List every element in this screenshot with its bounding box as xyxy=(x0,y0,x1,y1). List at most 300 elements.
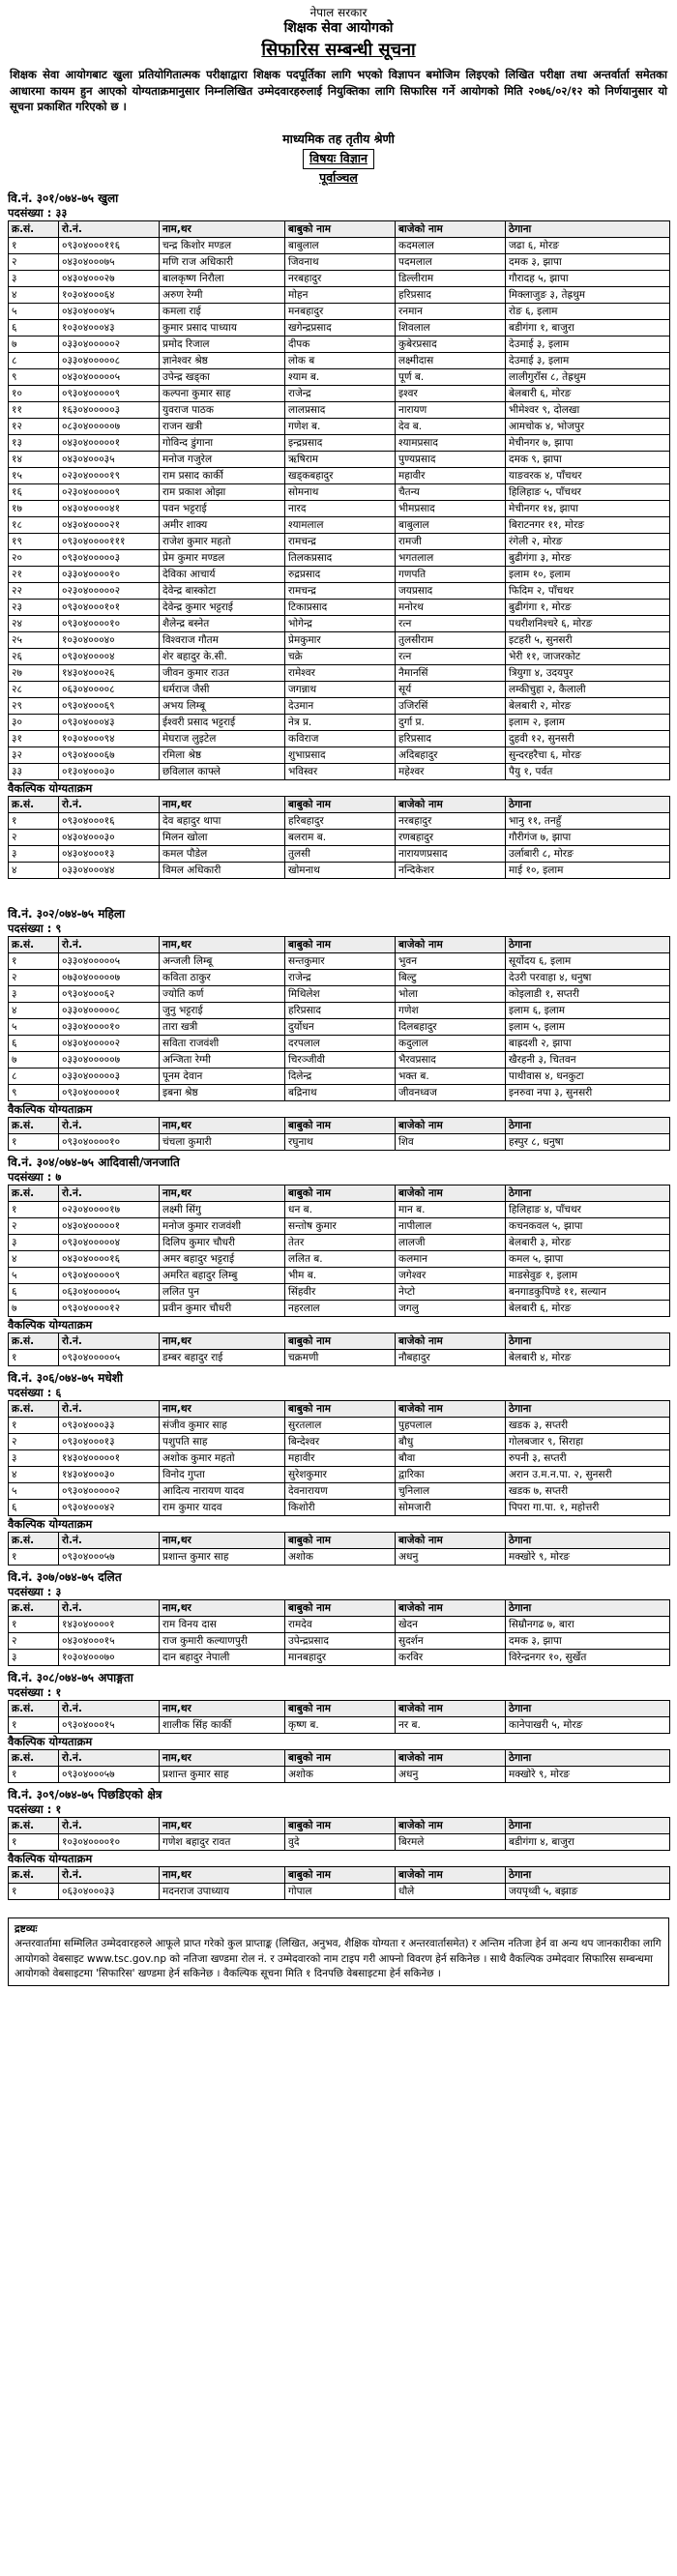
table-cell: २८ xyxy=(9,682,59,698)
table-cell: भीम ब. xyxy=(285,1268,396,1284)
table-row xyxy=(9,304,670,320)
column-header: नाम,थर xyxy=(160,797,285,813)
table-row xyxy=(9,501,670,517)
table-cell: १ xyxy=(9,1549,59,1566)
table-cell: १०३०४००००१० xyxy=(59,1834,160,1851)
table-row xyxy=(9,1350,670,1366)
table-cell: २ xyxy=(9,1633,59,1650)
govt-name: नेपाल सरकार xyxy=(309,6,368,19)
table-cell: अदिबहादुर xyxy=(396,747,506,764)
table-cell: डम्बर बहादुर राई xyxy=(160,1350,285,1366)
table-cell: गणेश ब. xyxy=(285,419,396,435)
table-cell: ०९३०४०००००४ xyxy=(59,1235,160,1251)
table-row xyxy=(9,1418,670,1434)
post-count: पदसंख्या : १ xyxy=(8,1802,62,1817)
table-cell: राजेन्द्र xyxy=(285,386,396,402)
table-cell: ३ xyxy=(9,1235,59,1251)
table-row xyxy=(9,254,670,271)
table-row xyxy=(9,1301,670,1317)
table-cell: ०९३०४०००४३ xyxy=(59,715,160,731)
table-cell: बेलबारी ३, मोरङ xyxy=(506,1235,670,1251)
table-cell: नारायण xyxy=(396,402,506,419)
table-header-row xyxy=(9,1867,670,1884)
table-cell: जगलु xyxy=(396,1301,506,1317)
table-cell: शिवलाल xyxy=(396,320,506,337)
table-cell: ३२ xyxy=(9,747,59,764)
table-cell: ६ xyxy=(9,1500,59,1516)
table-cell: ०६३०४००००८ xyxy=(59,682,160,698)
table-cell: सोमजारी xyxy=(396,1500,506,1516)
table-cell: महावीर xyxy=(285,1450,396,1467)
table-row xyxy=(9,402,670,419)
table-cell: नन्दिकेशर xyxy=(396,863,506,879)
table-cell: ६ xyxy=(9,1284,59,1301)
merit-table xyxy=(8,1817,670,1851)
table-cell: हरिप्रसाद xyxy=(285,1003,396,1019)
table-cell: हरिबहादुर xyxy=(285,813,396,830)
table-row xyxy=(9,1717,670,1734)
table-cell: ०२३०४००००१७ xyxy=(59,1202,160,1218)
table-cell: चैतन्य xyxy=(396,484,506,501)
column-header: क्र.सं. xyxy=(9,221,59,238)
table-cell: अमीर शाक्य xyxy=(160,517,285,534)
table-cell: गणेश बहादुर रावत xyxy=(160,1834,285,1851)
table-cell: भक्त ब. xyxy=(396,1068,506,1085)
table-cell: बाबुलाल xyxy=(285,238,396,254)
table-header-row xyxy=(9,1600,670,1617)
table-cell: राम विनय दास xyxy=(160,1617,285,1633)
table-cell: १० xyxy=(9,386,59,402)
column-header: बाजेको नाम xyxy=(396,1533,506,1549)
table-cell: ७ xyxy=(9,1301,59,1317)
column-header: बाबुको नाम xyxy=(285,1401,396,1418)
table-cell: तुलसी xyxy=(285,846,396,863)
table-cell: मिलन खोला xyxy=(160,830,285,846)
column-header: नाम,थर xyxy=(160,1401,285,1418)
table-row xyxy=(9,419,670,435)
table-cell: बलराम ब. xyxy=(285,830,396,846)
table-cell: इलाम ५, इलाम xyxy=(506,1019,670,1036)
table-cell: फिदिम २, पाँचथर xyxy=(506,583,670,600)
table-cell: ०९३०४०००००३ xyxy=(59,550,160,567)
table-row xyxy=(9,632,670,649)
table-row xyxy=(9,600,670,616)
column-header: रो.नं. xyxy=(59,1867,160,1884)
table-cell: ०३३०४०००००३ xyxy=(59,1068,160,1085)
table-row xyxy=(9,813,670,830)
table-cell: ०९३०४००००१० xyxy=(59,616,160,632)
table-row xyxy=(9,846,670,863)
table-cell: राजन खत्री xyxy=(160,419,285,435)
level-heading xyxy=(8,131,669,187)
table-cell: रत्न xyxy=(396,649,506,665)
table-cell: बिरमले xyxy=(396,1834,506,1851)
table-row xyxy=(9,1202,670,1218)
table-cell: गोलबजार ९, सिराहा xyxy=(506,1434,670,1450)
table-cell: नहरलाल xyxy=(285,1301,396,1317)
column-header: ठेगाना xyxy=(506,797,670,813)
table-cell: विनोद गुप्ता xyxy=(160,1467,285,1483)
table-cell: रामेश्वर xyxy=(285,665,396,682)
section-title: वि.नं. ३०४/०७४-७५ आदिवासी/जनजाति xyxy=(8,1156,180,1170)
table-cell: रामचन्द्र xyxy=(285,534,396,550)
table-cell: बुढीगंगा ३, मोरङ xyxy=(506,550,670,567)
table-cell: याङवरक ४, पाँचथर xyxy=(506,468,670,484)
table-cell: ०९३०४०००००९ xyxy=(59,1268,160,1284)
table-cell: गोविन्द डुंगाना xyxy=(160,435,285,452)
table-cell: बौधु xyxy=(396,1434,506,1450)
table-cell: उपेन्द्र खड्का xyxy=(160,369,285,386)
section-title: वि.नं. ३०६/०७४-७५ मधेशी xyxy=(8,1371,124,1386)
table-cell: देवनारायण xyxy=(285,1483,396,1500)
table-cell: तेतर xyxy=(285,1235,396,1251)
table-cell: जयपृथ्वी ५, बझाङ xyxy=(506,1884,670,1900)
table-row xyxy=(9,1235,670,1251)
table-cell: वुदे xyxy=(285,1834,396,1851)
table-cell: १ xyxy=(9,1884,59,1900)
column-header: रो.नं. xyxy=(59,1701,160,1717)
table-cell: ११ xyxy=(9,402,59,419)
table-cell: बेलबारी २, मोरङ xyxy=(506,698,670,715)
post-count: पदसंख्या : ६ xyxy=(8,1386,62,1400)
table-cell: रमिला श्रेष्ठ xyxy=(160,747,285,764)
table-cell: मेघराज लुइटेल xyxy=(160,731,285,747)
table-cell: चुनिलाल xyxy=(396,1483,506,1500)
table-cell: बालकृष्ण निरौला xyxy=(160,271,285,287)
table-row xyxy=(9,953,670,970)
table-cell: सन्तोष कुमार xyxy=(285,1218,396,1235)
table-cell: बौवा xyxy=(396,1450,506,1467)
table-cell: ०९३०४०००१६ xyxy=(59,813,160,830)
column-header: रो.नं. xyxy=(59,1600,160,1617)
table-cell: देउमाई ३, इलाम xyxy=(506,337,670,353)
table-cell: कविराज xyxy=(285,731,396,747)
table-cell: बडीगंगा ४, बाजुरा xyxy=(506,1834,670,1851)
table-cell: दमक ३, झापा xyxy=(506,1633,670,1650)
column-header: ठेगाना xyxy=(506,1401,670,1418)
table-cell: भैरवप्रसाद xyxy=(396,1052,506,1068)
table-cell: अन्जिता रेग्मी xyxy=(160,1052,285,1068)
table-cell: रंगेली २, मोरङ xyxy=(506,534,670,550)
table-cell: राम कुमार यादव xyxy=(160,1500,285,1516)
table-cell: कमल पौडेल xyxy=(160,846,285,863)
table-cell: बिराटनगर ११, मोरङ xyxy=(506,517,670,534)
alternate-merit-title: वैकल्पिक योग्यताक्रम xyxy=(8,1852,93,1866)
table-cell: ७ xyxy=(9,1052,59,1068)
table-cell: ललित पुन xyxy=(160,1284,285,1301)
table-row xyxy=(9,1218,670,1235)
table-cell: ७ xyxy=(9,337,59,353)
table-cell: पवन भट्टराई xyxy=(160,501,285,517)
table-cell: महावीर xyxy=(396,468,506,484)
table-cell: २० xyxy=(9,550,59,567)
table-cell: ३ xyxy=(9,271,59,287)
column-header: नाम,थर xyxy=(160,221,285,238)
merit-table xyxy=(8,1400,670,1516)
table-cell: अमरित बहादुर लिम्बु xyxy=(160,1268,285,1284)
table-cell: गौरीगंज ७, झापा xyxy=(506,830,670,846)
table-cell: ०९३०४०००००५ xyxy=(59,1350,160,1366)
table-row xyxy=(9,271,670,287)
table-cell: विरेन्द्रनगर १०, सुर्खेत xyxy=(506,1650,670,1666)
table-cell: २ xyxy=(9,830,59,846)
post-count: पदसंख्या : ७ xyxy=(8,1170,62,1185)
column-header: क्र.सं. xyxy=(9,1701,59,1717)
table-row xyxy=(9,1650,670,1666)
table-cell: इटहरी ५, सुनसरी xyxy=(506,632,670,649)
table-cell: टिकाप्रसाद xyxy=(285,600,396,616)
table-cell: सविता राजवंशी xyxy=(160,1036,285,1052)
table-cell: कुबेरप्रसाद xyxy=(396,337,506,353)
table-cell: ज्योति कर्ण xyxy=(160,986,285,1003)
column-header: नाम,थर xyxy=(160,1818,285,1834)
table-cell: राजेश कुमार महतो xyxy=(160,534,285,550)
column-header: ठेगाना xyxy=(506,1867,670,1884)
table-cell: २२ xyxy=(9,583,59,600)
table-cell: १ xyxy=(9,1767,59,1783)
table-cell: देउमाई ३, इलाम xyxy=(506,353,670,369)
table-row xyxy=(9,1003,670,1019)
level-label: माध्यमिक तह तृतीय श्रेणी xyxy=(282,132,395,147)
table-header-row xyxy=(9,1701,670,1717)
table-cell: ज्ञानेश्वर श्रेष्ठ xyxy=(160,353,285,369)
table-cell: उपेन्द्रप्रसाद xyxy=(285,1633,396,1650)
table-cell: नौबहादुर xyxy=(396,1350,506,1366)
table-cell: आदित्य नारायण यादव xyxy=(160,1483,285,1500)
table-cell: ०९३०४०००१०१ xyxy=(59,600,160,616)
column-header: नाम,थर xyxy=(160,937,285,953)
table-cell: कलमान xyxy=(396,1251,506,1268)
table-cell: शुभाप्रसाद xyxy=(285,747,396,764)
table-cell: ६ xyxy=(9,320,59,337)
alternate-merit-table xyxy=(8,1866,670,1900)
column-header: बाबुको नाम xyxy=(285,221,396,238)
table-cell: १ xyxy=(9,1617,59,1633)
post-count: पदसंख्या : ९ xyxy=(8,922,62,936)
note-box xyxy=(8,1917,669,1986)
region-label: पूर्वाञ्चल xyxy=(319,169,358,185)
table-cell: चंचला कुमारी xyxy=(160,1134,285,1151)
table-cell: ०८३०४०००००७ xyxy=(59,419,160,435)
alternate-merit-table xyxy=(8,1532,670,1566)
table-cell: ८ xyxy=(9,1068,59,1085)
column-header: रो.नं. xyxy=(59,1118,160,1134)
table-row xyxy=(9,986,670,1003)
table-cell: रणबहादुर xyxy=(396,830,506,846)
table-row xyxy=(9,1834,670,1851)
table-cell: जीवन कुमार राउत xyxy=(160,665,285,682)
merit-table xyxy=(8,1700,670,1734)
column-header: रो.नं. xyxy=(59,1186,160,1202)
table-cell: २६ xyxy=(9,649,59,665)
column-header: क्र.सं. xyxy=(9,1118,59,1134)
table-cell: सिम्रौनगढ ७, बारा xyxy=(506,1617,670,1633)
table-cell: संजीव कुमार साह xyxy=(160,1418,285,1434)
table-row xyxy=(9,747,670,764)
table-cell: मिक्लाजुङ ३, तेह्रथुम xyxy=(506,287,670,304)
table-cell: अरान उ.म.न.पा. २, सुनसरी xyxy=(506,1467,670,1483)
table-cell: इनरुवा नपा ३, सुनसरी xyxy=(506,1085,670,1101)
table-cell: १५ xyxy=(9,468,59,484)
table-cell: विमल अधिकारी xyxy=(160,863,285,879)
section-title: वि.नं. ३०८/०७४-७५ अपाङ्गता xyxy=(8,1671,133,1685)
table-row xyxy=(9,1549,670,1566)
column-header: ठेगाना xyxy=(506,1118,670,1134)
column-header: ठेगाना xyxy=(506,1600,670,1617)
table-row xyxy=(9,1884,670,1900)
table-cell: श्यामप्रसाद xyxy=(396,435,506,452)
table-cell: ०९३०४०००१३ xyxy=(59,1434,160,1450)
table-header-row xyxy=(9,1186,670,1202)
table-cell: ०९३०४००००४ xyxy=(59,649,160,665)
table-cell: १ xyxy=(9,1418,59,1434)
column-header: रो.नं. xyxy=(59,1533,160,1549)
table-cell: चन्द्र किशोर मण्डल xyxy=(160,238,285,254)
table-cell: मिथिलेश xyxy=(285,986,396,1003)
table-cell: २१ xyxy=(9,567,59,583)
column-header: ठेगाना xyxy=(506,1533,670,1549)
table-cell: माडसेवुङ १, इलाम xyxy=(506,1268,670,1284)
table-cell: पाथीवास ४, धनकुटा xyxy=(506,1068,670,1085)
header xyxy=(8,6,669,61)
table-cell: ईश्वरी प्रसाद भट्टराई xyxy=(160,715,285,731)
alternate-merit-title: वैकल्पिक योग्यताक्रम xyxy=(8,1517,93,1532)
table-cell: सूर्य xyxy=(396,682,506,698)
table-cell: दुर्गा प्र. xyxy=(396,715,506,731)
table-cell: विश्वराज गौतम xyxy=(160,632,285,649)
table-cell: सुरेशकुमार xyxy=(285,1467,396,1483)
table-cell: इलाम ६, इलाम xyxy=(506,1003,670,1019)
table-cell: ४ xyxy=(9,1251,59,1268)
table-cell: सुदर्शन xyxy=(396,1633,506,1650)
table-cell: बेलबारी ६, मोरङ xyxy=(506,386,670,402)
table-cell: सूर्योदय ६, इलाम xyxy=(506,953,670,970)
section-title: वि.नं. ३०२/०७४-७५ महिला xyxy=(8,907,126,922)
alternate-merit-title: वैकल्पिक योग्यताक्रम xyxy=(8,1735,93,1749)
table-row xyxy=(9,1483,670,1500)
table-cell: देव ब. xyxy=(396,419,506,435)
table-cell: देवेन्द्र बास्कोटा xyxy=(160,583,285,600)
sections-container xyxy=(8,190,669,1900)
column-header: बाबुको नाम xyxy=(285,1333,396,1350)
table-row xyxy=(9,1019,670,1036)
table-cell: प्रवीन कुमार चौधरी xyxy=(160,1301,285,1317)
table-cell: मणि राज अधिकारी xyxy=(160,254,285,271)
column-header: बाबुको नाम xyxy=(285,1186,396,1202)
table-row xyxy=(9,238,670,254)
table-cell: जिवनाथ xyxy=(285,254,396,271)
table-header-row xyxy=(9,1401,670,1418)
table-cell: रनमान xyxy=(396,304,506,320)
table-cell: १४३०४०००२६ xyxy=(59,665,160,682)
table-cell: १९ xyxy=(9,534,59,550)
table-cell: ०४३०४००००१६ xyxy=(59,1251,160,1268)
table-cell: ०९३०४०००६९ xyxy=(59,698,160,715)
table-cell: किशोरी xyxy=(285,1500,396,1516)
table-header-row xyxy=(9,1118,670,1134)
table-cell: लक्ष्मी सिंगु xyxy=(160,1202,285,1218)
table-cell: ०९३०४०००५७ xyxy=(59,1767,160,1783)
table-cell: आमचोक ४, भोजपुर xyxy=(506,419,670,435)
table-cell: १ xyxy=(9,1834,59,1851)
table-row xyxy=(9,1284,670,1301)
alternate-merit-title: वैकल्पिक योग्यताक्रम xyxy=(8,1318,93,1332)
table-cell: ०४३०४०००००१ xyxy=(59,1218,160,1235)
table-cell: इबना श्रेष्ठ xyxy=(160,1085,285,1101)
table-cell: मान ब. xyxy=(396,1202,506,1218)
table-row xyxy=(9,517,670,534)
table-cell: नर ब. xyxy=(396,1717,506,1734)
table-cell: ०४३०४०००३५ xyxy=(59,452,160,468)
table-cell: खड्कबहादुर xyxy=(285,468,396,484)
table-cell: ०१३०४०००३० xyxy=(59,764,160,780)
table-cell: मदनराज उपाध्याय xyxy=(160,1884,285,1900)
table-cell: ०४३०४०००७५ xyxy=(59,254,160,271)
table-cell: देव बहादुर थापा xyxy=(160,813,285,830)
post-count: पदसंख्या : ३३ xyxy=(8,206,68,220)
note-text: अन्तरवार्तामा सम्मिलित उम्मेदवारहरुले आफूले प्राप्त गरेको कुल प्राप्ताङ्क (लिखित, अनुभव, शैक्षिक योग्यता र अन्तरवार्तासमेत) र अन्तिम नतिजा हेर्न वा अन्य थप जानकारीका लागि आयोगको वेबसाइट www.tsc.gov.np को नतिजा खण्डमा रोल नं. र उम्मेदवारको नाम टाइप गरी आफ्नो विवरण हेर्न सकिनेछ । साथै वैकल्पिक उम्मेदवार सिफारिस सम्बन्धमा आयोगको वेबसाइटमा 'सिफारिस' खण्डमा हेर्न सकिनेछ । वैकल्पिक सूचना मिति १ दिनपछि वेबसाइटमा हेर्न सकिनेछ । xyxy=(15,1938,662,1979)
table-cell: खडक ३, सप्तरी xyxy=(506,1418,670,1434)
table-cell: धन ब. xyxy=(285,1202,396,1218)
table-cell: प्रशान्त कुमार साह xyxy=(160,1767,285,1783)
table-row xyxy=(9,435,670,452)
table-cell: गणपति xyxy=(396,567,506,583)
table-header-row xyxy=(9,1533,670,1549)
table-cell: पुण्यप्रसाद xyxy=(396,452,506,468)
table-cell: खोमनाथ xyxy=(285,863,396,879)
table-cell: खैरहनी ३, चितवन xyxy=(506,1052,670,1068)
table-cell: ०९३०४०००६२ xyxy=(59,986,160,1003)
table-cell: अन्जली लिम्बू xyxy=(160,953,285,970)
column-header: नाम,थर xyxy=(160,1333,285,1350)
alternate-merit-title: वैकल्पिक योग्यताक्रम xyxy=(8,781,93,796)
table-cell: इन्द्रप्रसाद xyxy=(285,435,396,452)
table-cell: बडीगंगा १, बाजुरा xyxy=(506,320,670,337)
table-cell: हिलिहाङ ५, पाँचथर xyxy=(506,484,670,501)
table-cell: २५ xyxy=(9,632,59,649)
column-header: रो.नं. xyxy=(59,1401,160,1418)
column-header: ठेगाना xyxy=(506,1333,670,1350)
table-cell: लम्कीचुहा २, कैलाली xyxy=(506,682,670,698)
table-cell: ३३ xyxy=(9,764,59,780)
table-cell: २३ xyxy=(9,600,59,616)
table-cell: ०९३०४०००३३ xyxy=(59,1418,160,1434)
column-header: क्र.सं. xyxy=(9,1333,59,1350)
column-header: ठेगाना xyxy=(506,221,670,238)
table-cell: भीमप्रसाद xyxy=(396,501,506,517)
table-cell: देउरी परवाहा ४, धनुषा xyxy=(506,970,670,986)
table-header-row xyxy=(9,1333,670,1350)
table-cell: ०२३०४०००००९ xyxy=(59,484,160,501)
table-cell: जुनु भट्टराई xyxy=(160,1003,285,1019)
table-cell: ०२३०४०००००२ xyxy=(59,583,160,600)
table-cell: १३ xyxy=(9,435,59,452)
table-cell: गौरादह ५, झापा xyxy=(506,271,670,287)
table-cell: कानेपाखरी ५, मोरङ xyxy=(506,1717,670,1734)
table-cell: शिव xyxy=(396,1134,506,1151)
column-header: बाजेको नाम xyxy=(396,937,506,953)
column-header: रो.नं. xyxy=(59,937,160,953)
column-header: क्र.सं. xyxy=(9,797,59,813)
table-cell: शालीक सिंह कार्की xyxy=(160,1717,285,1734)
column-header: बाजेको नाम xyxy=(396,1750,506,1767)
merit-table xyxy=(8,1185,670,1317)
column-header: बाबुको नाम xyxy=(285,1600,396,1617)
post-count: पदसंख्या : ३ xyxy=(8,1585,62,1599)
post-count: पदसंख्या : १ xyxy=(8,1685,62,1700)
table-cell: नारायणप्रसाद xyxy=(396,846,506,863)
table-row xyxy=(9,287,670,304)
